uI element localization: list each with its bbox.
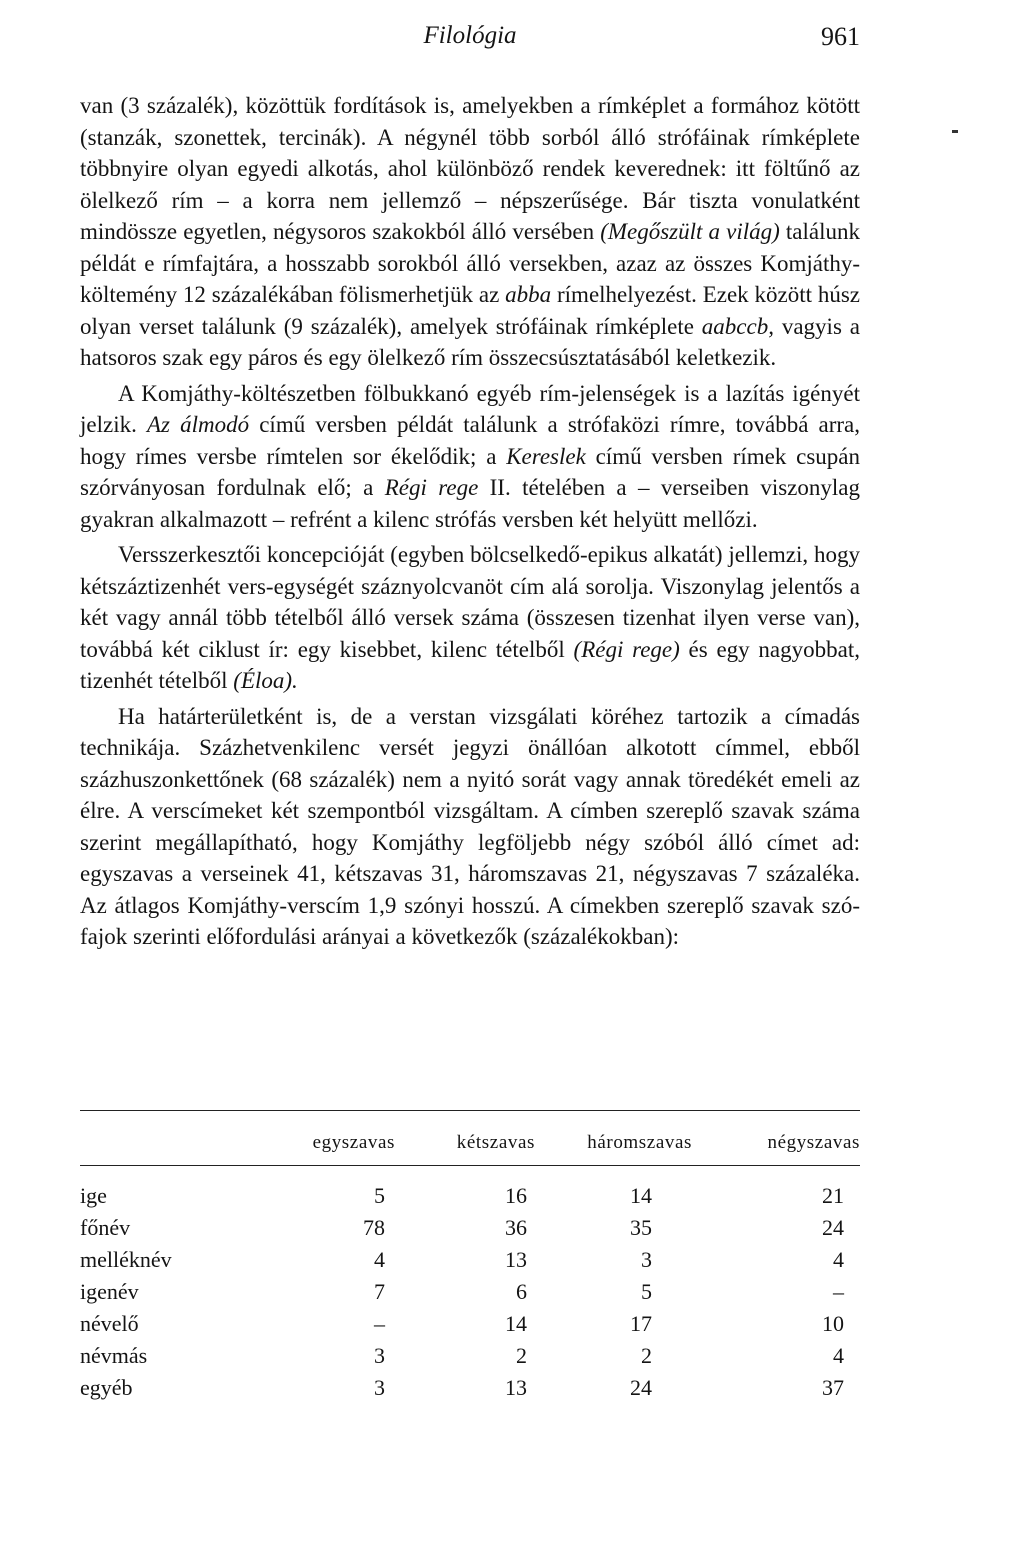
table-row [80, 1244, 860, 1276]
table-top-rule [80, 1110, 860, 1111]
table-cell: 10 [822, 1311, 844, 1336]
table-cell: 37 [822, 1375, 844, 1400]
italic-rhyme-run: abba [505, 282, 552, 307]
row-label: névelő [80, 1311, 139, 1336]
table-cell: 3 [374, 1375, 385, 1400]
text-run: Ha határterületként is, de a verstan vizsgálati köréhez tartozik a címadás technikája. Százhetvenkilenc versét jegyzi önállóan alkotott címmel, ebből százhuszonkettőnek (68 százalék) nem a nyitó sorát vagy annak töredékét emeli az élre. A verscímeket két szempontból vizsgáltam. A címben szereplő szavak száma szerint megállapítható, hogy Komjáthy legföljebb négy szóból álló címet ad: egyszavas a verseinek 41, kétszavas 31, háromszavas 21, négyszavas 7 százaléka. Az átlagos Komjáthy-verscím 1,9 szónyi hosszú. A címekben szereplő szavak szófajok szerinti előfordulási arányai a következők (százalékokban): [80, 703, 860, 949]
paragraph-4 [80, 701, 860, 953]
body-text [80, 90, 860, 953]
text-run: van (3 százalék), közöttük fordítások is, amelyekben a rímképlet a formához kötött (stanzák, szonettek, tercinák). A négynél több sorból álló strófáinak rímképlete többnyire olyan egyedi alkotás, ahol különböző rendek keverednek: itt föltűnő az ölelkező rím – a korra nem jellemző – népszerűsége. Bár tiszta vonulatként mindössze egyetlen, négysoros szakokból álló versében [80, 93, 860, 244]
table-row [80, 1308, 860, 1340]
paragraph-3 [80, 539, 860, 697]
italic-title-run: Kereslek [506, 443, 586, 469]
paragraph-1 [80, 90, 860, 374]
table-cell: 5 [374, 1183, 385, 1208]
table-row [80, 1372, 860, 1404]
row-label: melléknév [80, 1247, 172, 1272]
table-cell: 7 [374, 1279, 385, 1304]
column-header-ketszavas: kétszavas [456, 1132, 535, 1153]
table-row [80, 1340, 860, 1372]
row-label: ige [80, 1183, 107, 1208]
text-run: vagyis a hatsoros szak egy páros és egy ölelkező rím összecsúsztatásából keletkezik. [80, 313, 860, 370]
table-cell: 16 [505, 1183, 527, 1208]
table-corner-cell [80, 1122, 255, 1164]
text-run: II. tételében a – verseiben viszonylag gyakran alkalmazott – refrént a kilenc strófás versben két helyütt mellőzi. [80, 475, 860, 532]
table-cell: 35 [630, 1215, 652, 1240]
table-cell: 21 [822, 1183, 844, 1208]
text-run: Versszerkesztői koncepcióját (egyben bölcselkedő-epikus alkatát) jellemzi, hogy kétszáztizenhét vers-egységét száznyolcvanöt cím alá sorolja. Viszonylag jelentős a két vagy annál több tételből álló versek száma (összesen tizenhat ilyen verse van), továbbá két ciklust ír: egy kisebbet, kilenc tételből [80, 542, 860, 662]
italic-title-run: (Régi rege) [573, 636, 680, 662]
table-cell: 13 [505, 1247, 527, 1272]
table-cell: 14 [505, 1311, 527, 1336]
table-cell: – [374, 1311, 385, 1336]
table-cell: 2 [516, 1343, 527, 1368]
page-number: 961 [821, 22, 860, 51]
row-label: egyéb [80, 1375, 133, 1400]
italic-title-run: (Éloa). [233, 668, 298, 693]
table-cell: 4 [833, 1247, 844, 1272]
table-cell: 4 [374, 1247, 385, 1272]
margin-mark [952, 130, 958, 133]
text-run: A Komjáthy-költészetben fölbukkanó egyéb rím-jelenségek is a lazítás igényét jelzik. [80, 380, 860, 437]
table-cell: 2 [641, 1343, 652, 1368]
table-row [80, 1276, 860, 1308]
table-header-row [80, 1122, 860, 1164]
text-run: című versben példát találunk a strófaközi rímre, továbbá arra, hogy rímes versbe rímtelen sor ékelődik; a [80, 412, 861, 469]
paragraph-2 [80, 378, 860, 536]
table-cell: 17 [630, 1311, 652, 1336]
table-cell: 6 [516, 1279, 527, 1304]
table-cell: 5 [641, 1279, 652, 1304]
italic-rhyme-run: aabccb, [701, 313, 774, 339]
row-label: igenév [80, 1279, 139, 1304]
text-run: találunk példát e rímfajtára, a hosszabb sorokból álló versekben, azaz az összes Komjáthy-költemény 12 százalékában fölismerhetjük az [80, 219, 860, 307]
table-cell: 24 [822, 1215, 844, 1240]
table-cell: 78 [363, 1215, 385, 1240]
table-cell: 14 [630, 1183, 652, 1208]
page-header [80, 22, 860, 62]
text-run: című versben rímek csupán szórványosan fordulnak elő; a [80, 443, 860, 500]
column-header-negyszavas: négyszavas [767, 1132, 860, 1153]
table-cell: 4 [833, 1343, 844, 1368]
italic-title-run: Régi rege [384, 475, 479, 500]
word-class-table [80, 1122, 860, 1404]
row-label: főnév [80, 1215, 131, 1240]
text-run: rímelhelyezést. Ezek között húsz olyan verset találunk (9 százalék), amelyek strófáinak rímképlete [80, 282, 860, 339]
table-cell: 24 [630, 1375, 652, 1400]
table-cell: 3 [374, 1343, 385, 1368]
italic-title-run: Az álmodó [146, 412, 250, 437]
column-header-egyszavas: egyszavas [312, 1132, 395, 1153]
running-title: Filológia [423, 22, 517, 49]
table-row [80, 1164, 860, 1212]
table-cell: 13 [505, 1375, 527, 1400]
text-run: és egy nagyobbat, tizenhét tételből [80, 636, 860, 693]
row-label: névmás [80, 1343, 148, 1368]
table-cell: – [833, 1279, 844, 1304]
italic-title-run: (Megőszült a világ) [600, 219, 780, 244]
column-header-haromszavas: háromszavas [587, 1132, 692, 1153]
table-row [80, 1212, 860, 1244]
table-cell: 3 [641, 1247, 652, 1272]
table-cell: 36 [505, 1215, 527, 1240]
